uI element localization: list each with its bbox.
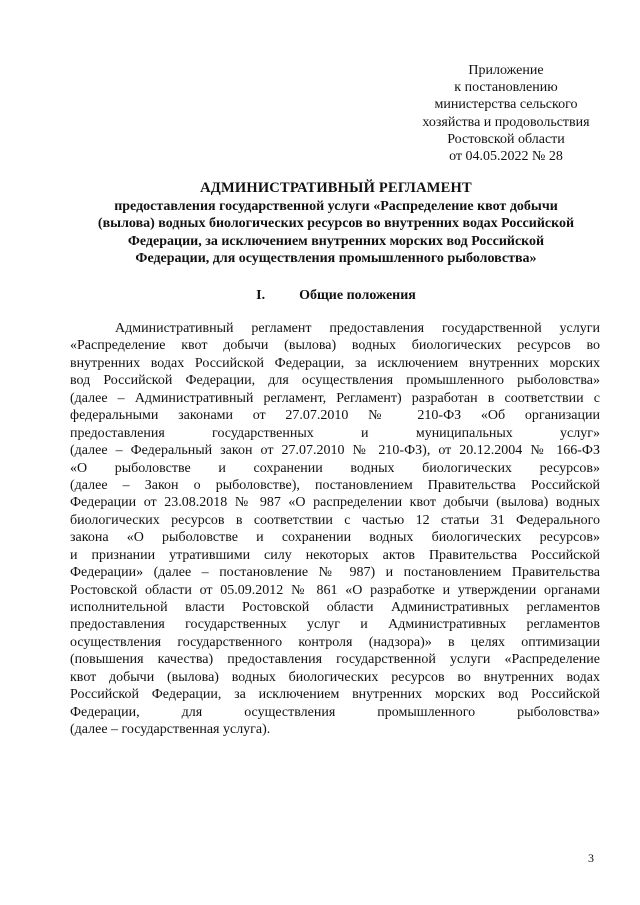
body-line: (далее – государственная услуга). — [70, 722, 271, 738]
body-line: «Распределение квот добычи (вылова) водных биологических ресурсов во — [70, 338, 600, 354]
title-subtitle-line: Федерации, для осуществления промышленного рыболовства» — [135, 251, 537, 266]
document-title — [72, 180, 600, 268]
body-line: Административный регламент предоставления государственной услуги — [115, 321, 600, 336]
appendix-line: хозяйства и продовольствия — [422, 114, 590, 130]
body-line: квот добычи (вылова) водных биологических ресурсов во внутренних водах — [70, 669, 600, 685]
body-line: осуществления государственного контроля (надзора)» в целях оптимизации — [70, 634, 600, 650]
section-heading — [72, 287, 600, 304]
section-number: I. — [256, 288, 266, 303]
body-line: (далее – Административный регламент, Регламент) разработан в соответствии с — [70, 390, 600, 406]
appendix-block — [412, 62, 600, 165]
body-line: предоставления государственных и муниципальных услуг» — [70, 425, 600, 441]
body-line: Ростовской области от 05.09.2012 № 861 «О разработке и утверждении органами — [70, 582, 600, 598]
body-line: Федерации, для осуществления промышленного рыболовства» — [70, 704, 600, 720]
body-line: и признании утратившими силу некоторых актов Правительства Российской — [70, 547, 600, 563]
body-line: предоставления государственных услуг и Административных регламентов — [70, 617, 600, 633]
body-line: Федерации от 23.08.2018 № 987 «О распределении квот добычи (вылова) водных — [70, 495, 600, 511]
body-line: Российской Федерации, за исключением внутренних морских вод Российской — [70, 687, 600, 703]
body-line: вод Российской Федерации, для осуществления промышленного рыболовства» — [70, 373, 600, 389]
body-line: (далее – Федеральный закон от 27.07.2010 № 210-ФЗ), от 20.12.2004 № 166-ФЗ — [70, 443, 600, 459]
body-line: федеральными законами от 27.07.2010 № 210-ФЗ «Об организации — [70, 408, 600, 424]
body-line: исполнительной власти Ростовской области Административных регламентов — [70, 600, 600, 615]
appendix-line: Приложение — [468, 63, 544, 78]
title-subtitle-line: (вылова) водных биологических ресурсов во внутренних водах Российской — [97, 216, 575, 231]
page-number: 3 — [588, 851, 594, 865]
body-line: «О рыболовстве и сохранении водных биологических ресурсов» — [70, 460, 600, 476]
body-line: (повышения качества) предоставления государственной услуги «Распределение — [70, 652, 600, 668]
appendix-line: от 04.05.2022 № 28 — [449, 149, 563, 165]
body-line: биологических ресурсов в соответствии с частью 12 статьи 31 Федерального — [70, 512, 600, 528]
body-line: закона «О рыболовстве и сохранении водных биологических ресурсов» — [70, 530, 600, 546]
body-paragraph — [70, 320, 600, 739]
appendix-line: Ростовской области — [447, 131, 565, 147]
body-line: (далее – Закон о рыболовстве), постановлением Правительства Российской — [70, 477, 600, 493]
appendix-line: к постановлению — [454, 80, 558, 96]
title-subtitle-line: Федерации, за исключением внутренних морских вод Российской — [127, 233, 545, 249]
title-subtitle-line: предоставления государственной услуги «Распределение квот добычи — [114, 198, 558, 214]
section-title: Общие положения — [299, 288, 416, 303]
body-line: Федерации» (далее – постановление № 987) и постановлением Правительства — [70, 565, 600, 581]
title-main: АДМИНИСТРАТИВНЫЙ РЕГЛАМЕНТ — [200, 180, 472, 196]
appendix-line: министерства сельского — [434, 97, 578, 113]
body-line: внутренних водах Российской Федерации, за исключением внутренних морских — [70, 355, 600, 371]
